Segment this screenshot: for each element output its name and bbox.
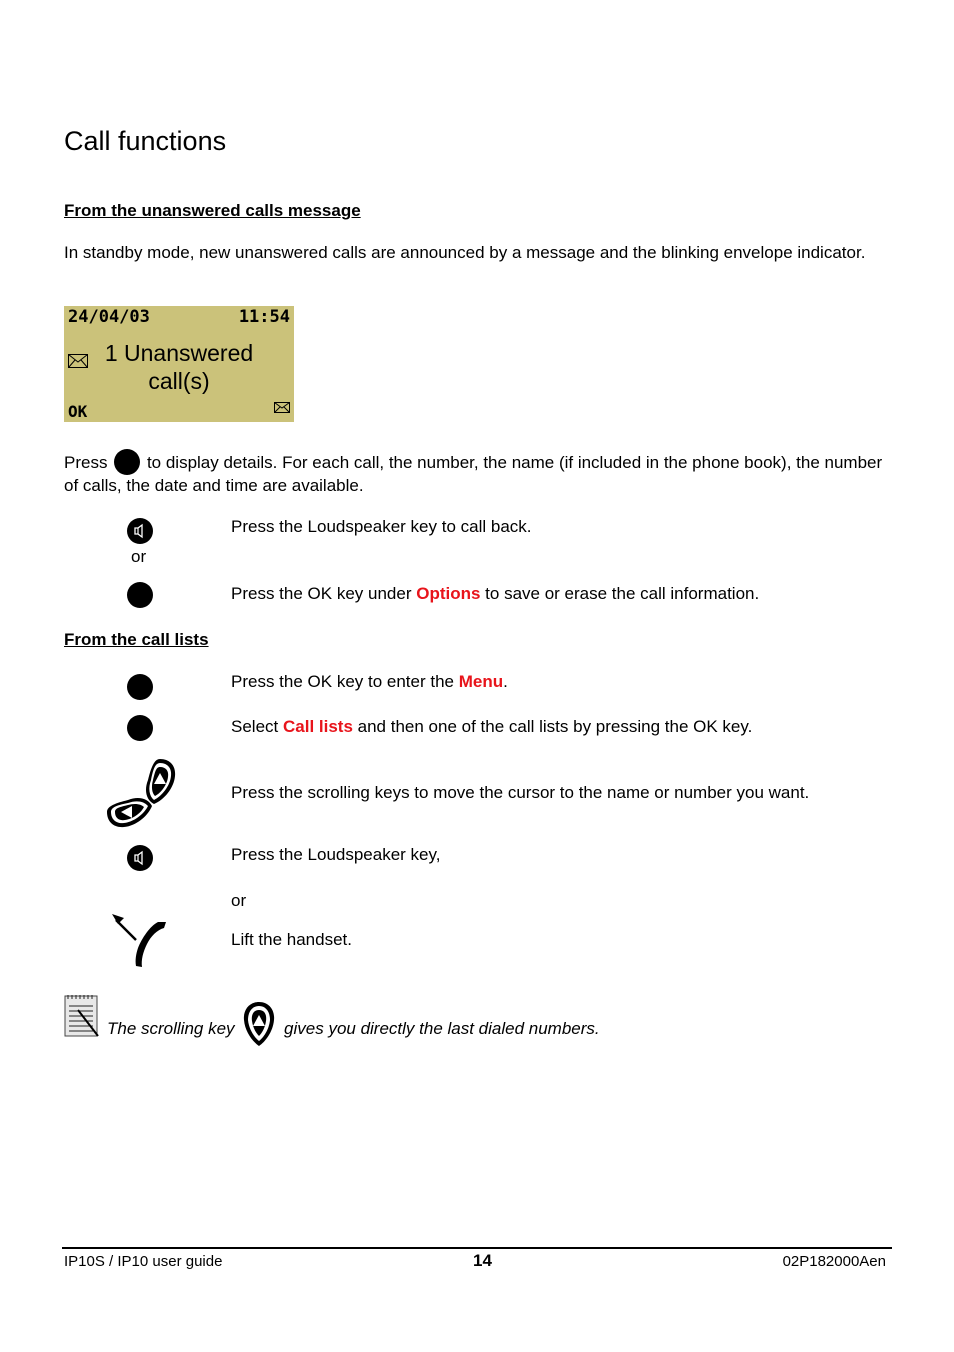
step-enter-menu-period: . — [503, 672, 508, 691]
envelope-icon — [68, 354, 88, 373]
menu-highlight: Menu — [458, 672, 504, 691]
ok-key-icon — [114, 449, 140, 475]
press-word: Press — [64, 453, 108, 472]
lcd-softkey-ok: OK — [68, 402, 88, 421]
lcd-message — [94, 339, 264, 395]
page-title: Call functions — [64, 126, 227, 156]
note-text — [107, 1000, 600, 1054]
lcd-time: 11:54 — [238, 307, 290, 327]
step-ok-options-text: Press the OK key under — [231, 584, 412, 603]
section-heading-call-lists: From the call lists — [64, 630, 209, 649]
step-lift-handset: Lift the handset. — [231, 930, 352, 949]
press-details-text: to display details. For each call, the number, the name (if included in the phone book), the number of calls, the date and time are available. — [64, 453, 883, 495]
footer-guide-title: IP10S / IP10 user guide — [64, 1253, 223, 1270]
step-select-call-lists — [231, 716, 752, 738]
step-enter-menu-text: Press the OK key to enter the — [231, 672, 455, 691]
options-highlight: Options — [416, 584, 481, 603]
lcd-message-line2: call(s) — [148, 368, 210, 394]
scroll-keys-icon — [104, 756, 178, 835]
note-icon — [64, 994, 100, 1043]
step-scroll: Press the scrolling keys to move the cursor to the name or number you want. — [231, 783, 810, 802]
ok-key-icon — [127, 715, 153, 741]
step-select-after: and then one of the call lists by pressing the OK key. — [357, 717, 753, 736]
lcd-date: 24/04/03 — [68, 307, 150, 327]
footer-doc-ref: 02P182000Aen — [782, 1253, 886, 1270]
envelope-small-icon — [274, 400, 290, 418]
note-text-before: The scrolling key — [107, 1019, 235, 1038]
or-label: or — [231, 891, 247, 910]
or-label: or — [131, 547, 147, 566]
scroll-up-key-icon — [241, 1000, 277, 1054]
lcd-screen — [64, 306, 294, 422]
note-text-after: gives you directly the last dialed numbers. — [284, 1019, 600, 1038]
section-heading-unanswered: From the unanswered calls message — [64, 201, 361, 220]
step-loudspeaker-callback: Press the Loudspeaker key to call back. — [231, 517, 532, 536]
step-select-text: Select — [231, 717, 279, 736]
step-ok-options-after: to save or erase the call information. — [485, 584, 760, 603]
handset-lift-icon — [110, 912, 172, 975]
page-number: 14 — [473, 1251, 492, 1270]
step-loudspeaker: Press the Loudspeaker key, — [231, 845, 441, 864]
ok-key-icon — [127, 674, 153, 700]
step-ok-options — [231, 583, 759, 605]
press-details-paragraph — [64, 449, 894, 497]
step-enter-menu — [231, 671, 508, 693]
footer-divider — [62, 1247, 892, 1249]
intro-paragraph: In standby mode, new unanswered calls are announced by a message and the blinking envelope indicator. — [64, 243, 866, 262]
ok-key-icon — [127, 582, 153, 608]
loudspeaker-key-icon — [126, 844, 154, 877]
lcd-message-line1: 1 Unanswered — [104, 340, 254, 366]
call-lists-highlight: Call lists — [282, 717, 353, 736]
